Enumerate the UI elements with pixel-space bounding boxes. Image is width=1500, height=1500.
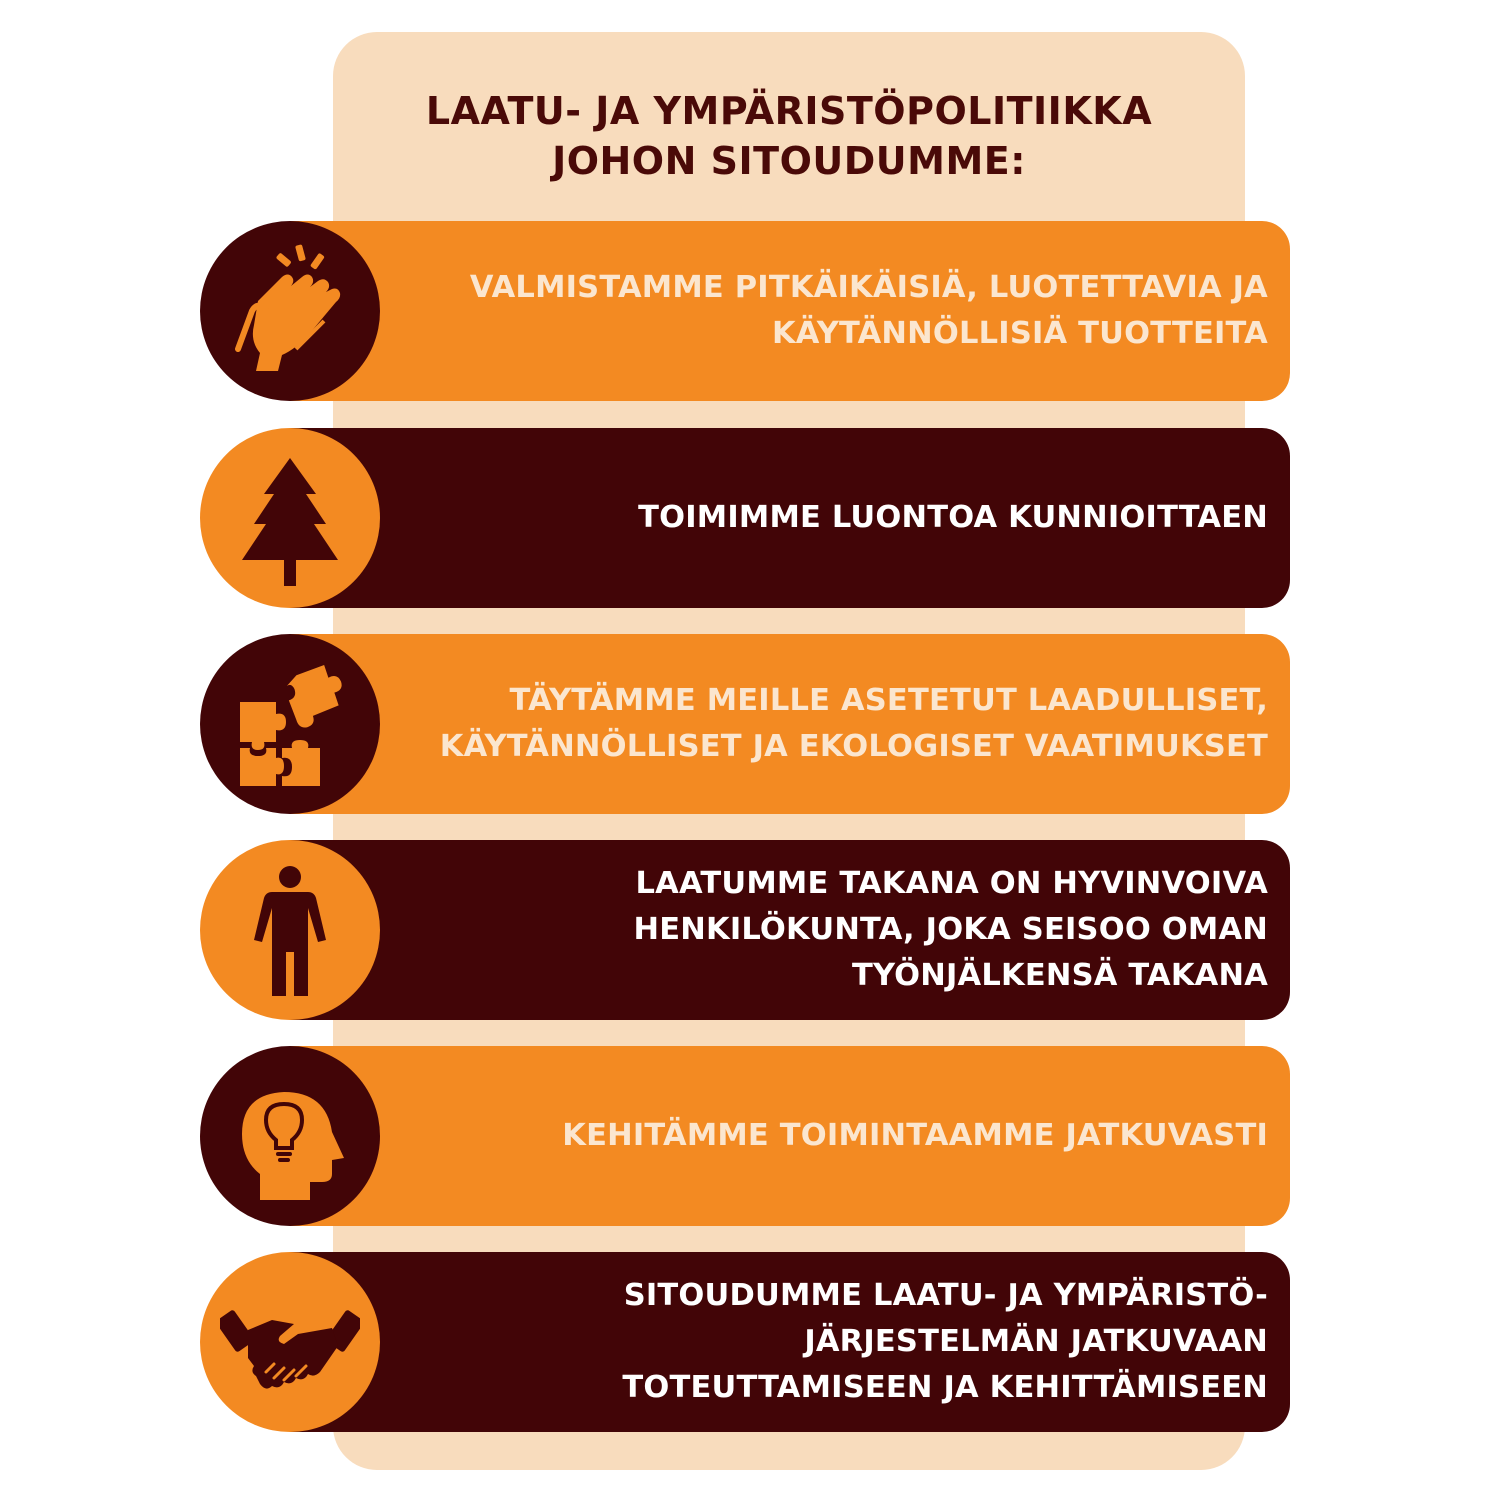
puzzle-icon xyxy=(220,654,360,794)
icon-circle xyxy=(200,634,380,814)
icon-circle xyxy=(200,840,380,1020)
policy-item-requirements xyxy=(200,634,1290,814)
handshake-icon xyxy=(220,1272,360,1412)
policy-item-products xyxy=(200,221,1290,401)
policy-text-line: TOTEUTTAMISEEN JA KEHITTÄMISEEN xyxy=(622,1370,1268,1405)
icon-circle xyxy=(200,1046,380,1226)
policy-item-nature xyxy=(200,428,1290,608)
policy-text-line: TYÖNJÄLKENSÄ TAKANA xyxy=(851,958,1268,993)
title-line-2: JOHON SITOUDUMME: xyxy=(552,139,1026,183)
policy-text-line: KÄYTÄNNÖLLISIÄ TUOTTEITA xyxy=(771,316,1268,351)
policy-text-line: TOIMIMME LUONTOA KUNNIOITTAEN xyxy=(638,500,1268,535)
policy-text-line: SITOUDUMME LAATU- JA YMPÄRISTÖ- xyxy=(623,1278,1268,1313)
policy-text-line: LAATUMME TAKANA ON HYVINVOIVA xyxy=(635,866,1268,901)
policy-text-line: KEHITÄMME TOIMINTAAMME JATKUVASTI xyxy=(562,1118,1268,1153)
policy-item-personnel xyxy=(200,840,1290,1020)
person-icon xyxy=(220,860,360,1000)
policy-text-line: TÄYTÄMME MEILLE ASETETUT LAADULLISET, xyxy=(509,683,1268,718)
clapping-hands-icon xyxy=(220,241,360,381)
policy-text-line: HENKILÖKUNTA, JOKA SEISOO OMAN xyxy=(633,912,1268,947)
icon-circle xyxy=(200,428,380,608)
tree-icon xyxy=(220,448,360,588)
icon-circle xyxy=(200,1252,380,1432)
policy-text-line: KÄYTÄNNÖLLISET JA EKOLOGISET VAATIMUKSET xyxy=(439,729,1268,764)
policy-text xyxy=(368,634,1268,814)
policy-text xyxy=(368,1046,1268,1226)
policy-item-commitment xyxy=(200,1252,1290,1432)
icon-circle xyxy=(200,221,380,401)
head-lightbulb-icon xyxy=(220,1066,360,1206)
page-title xyxy=(333,86,1245,186)
policy-text xyxy=(368,840,1268,1020)
policy-text-line: VALMISTAMME PITKÄIKÄISIÄ, LUOTETTAVIA JA xyxy=(469,270,1268,305)
policy-item-development xyxy=(200,1046,1290,1226)
policy-text-line: JÄRJESTELMÄN JATKUVAAN xyxy=(804,1324,1268,1359)
policy-text xyxy=(368,221,1268,401)
policy-text xyxy=(368,1252,1268,1432)
policy-text xyxy=(368,428,1268,608)
title-line-1: LAATU- JA YMPÄRISTÖPOLITIIKKA xyxy=(425,89,1153,133)
